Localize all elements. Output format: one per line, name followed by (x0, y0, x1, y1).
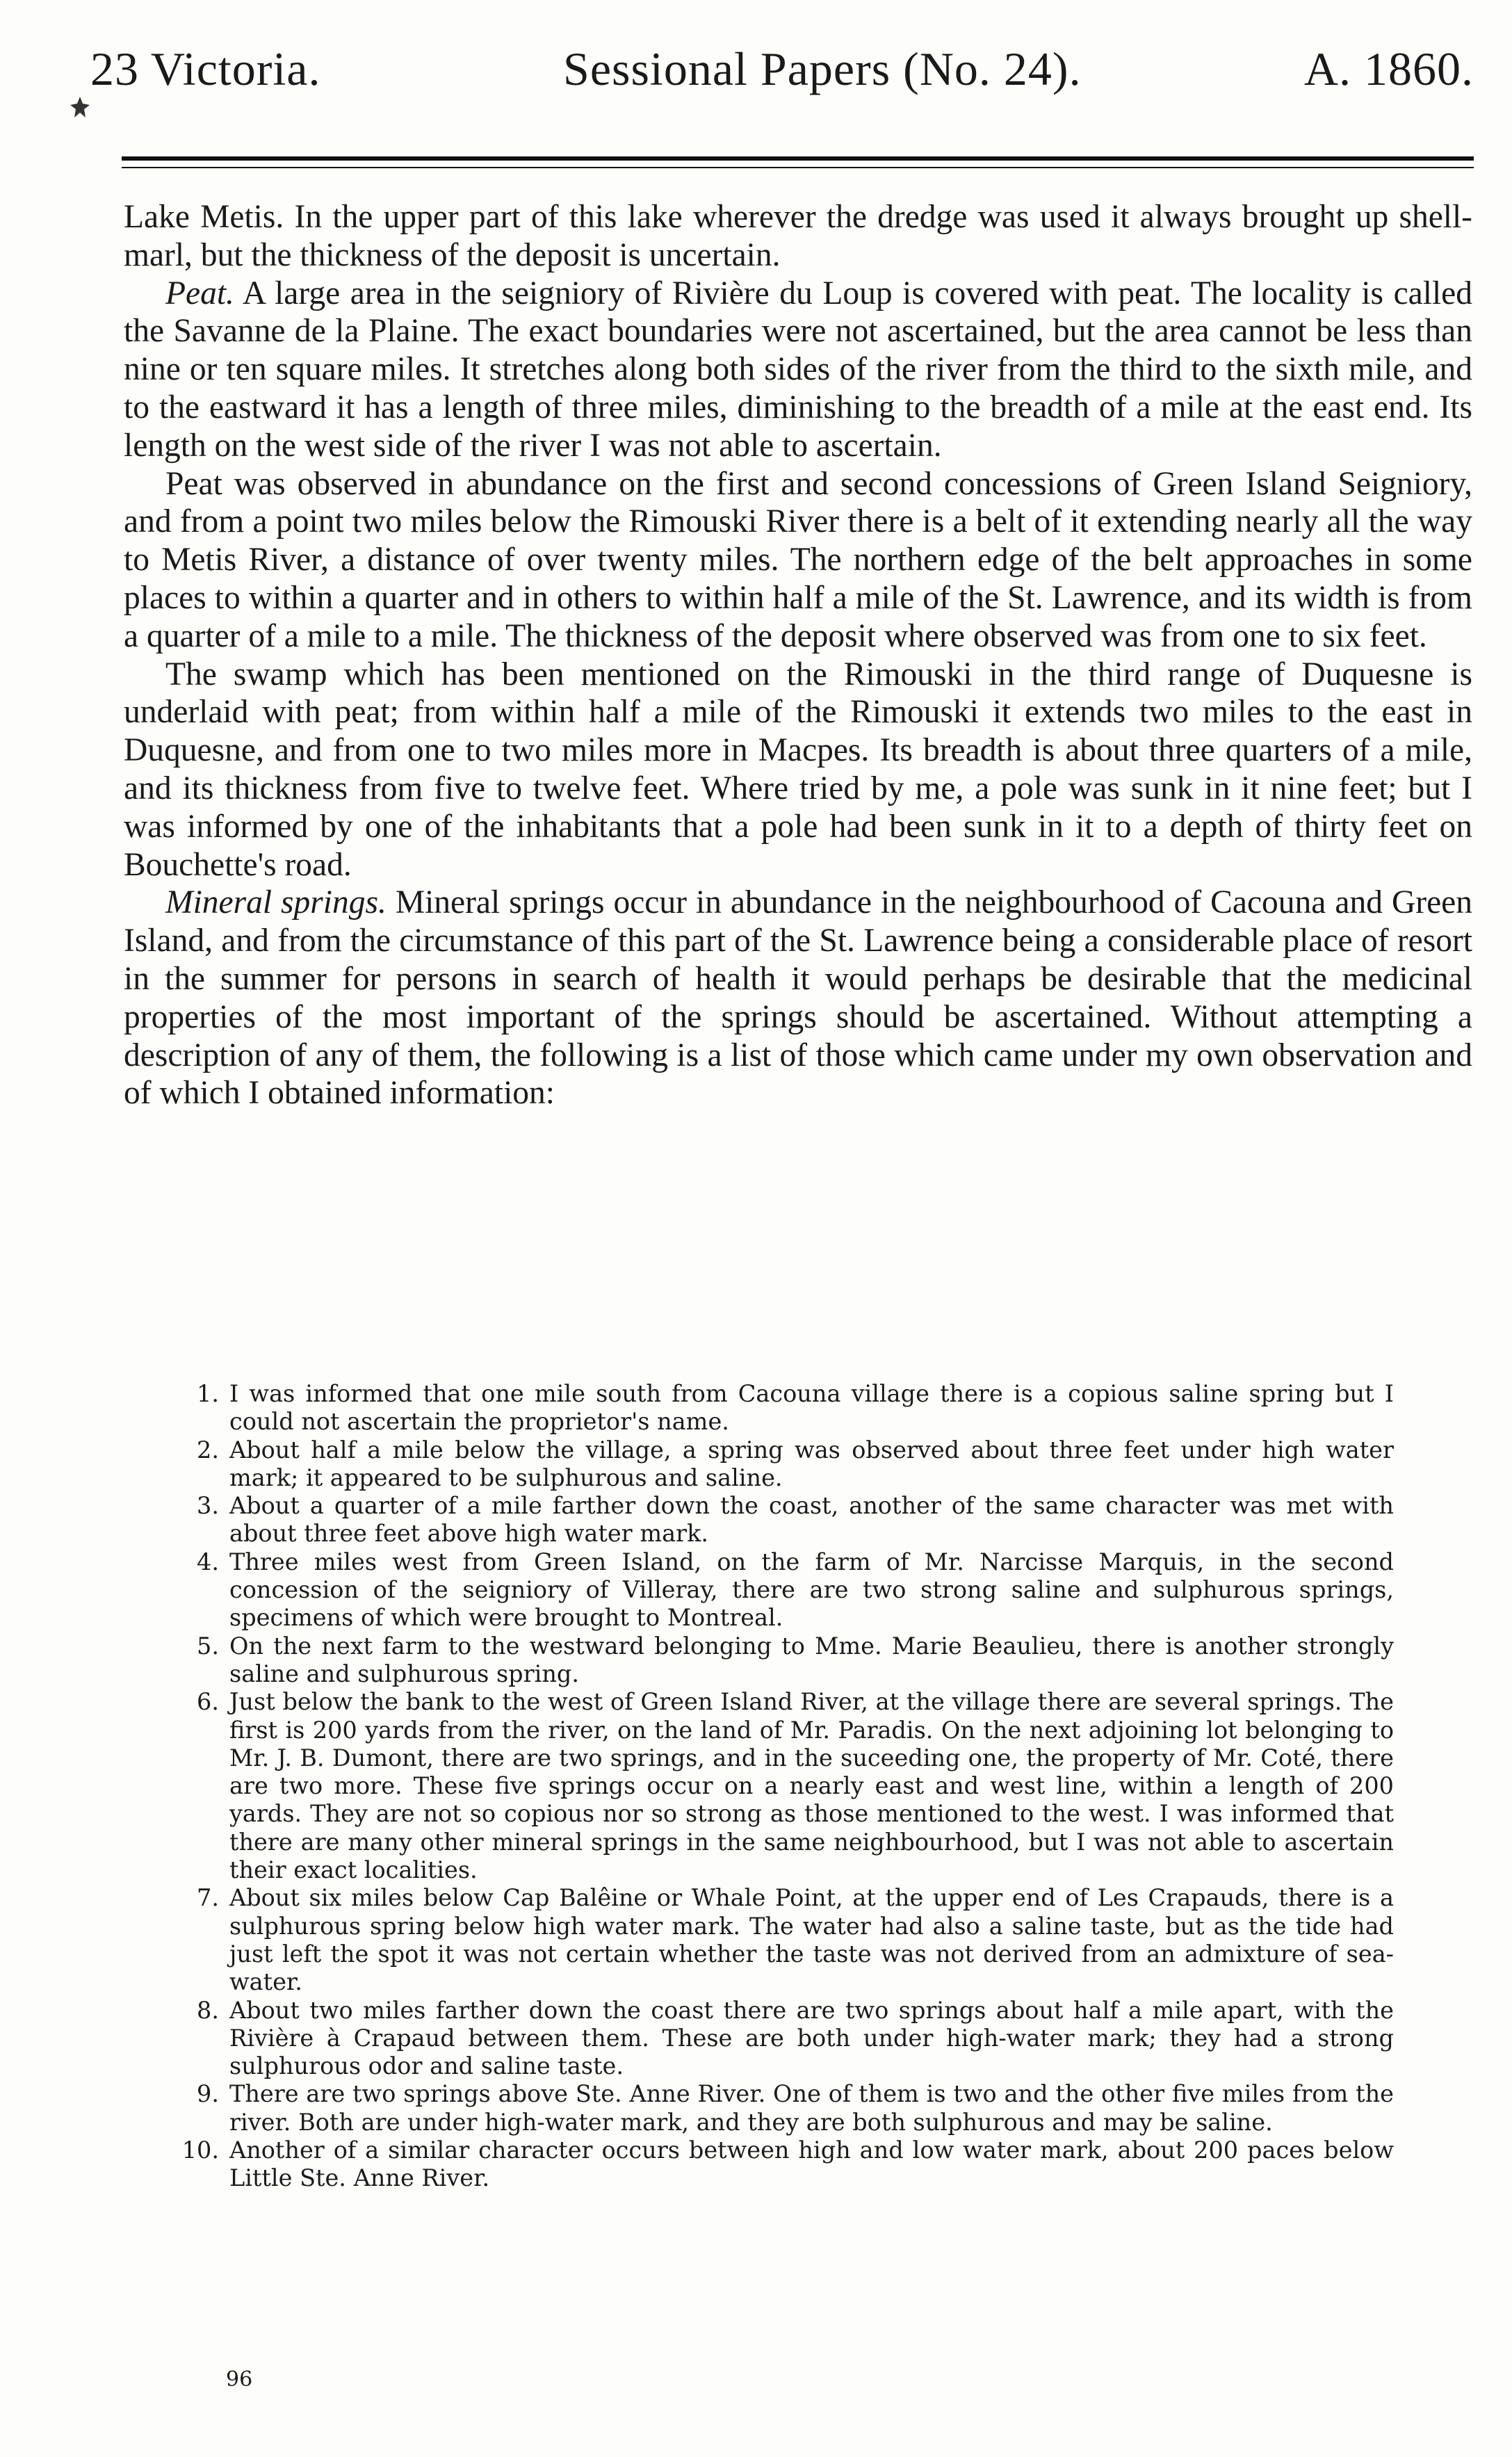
list-item-text: About six miles below Cap Balêine or Whale Point, at the upper end of Les Crapauds, there is a sulphurous spring below high water mark. The water had also a saline taste, but as the tide had just left the spot it was not certain whether the taste was not derived from an admixture of sea-water. (229, 1884, 1394, 1996)
list-item-number: 3. (197, 1492, 219, 1520)
paragraph-text: Peat was observed in abundance on the first and second concessions of Green Island Seigniory, and from a point two miles below the Rimouski River there is a belt of it extending nearly all the way to Metis River, a distance of over twenty miles. The northern edge of the belt approaches in some places to within a quarter and in others to within half a mile of the St. Lawrence, and its width is from a quarter of a mile to a mile. The thickness of the deposit where observed was from one to six feet. (124, 465, 1472, 654)
paragraph-text: Lake Metis. In the upper part of this lake wherever the dredge was used it always brought up shell-marl, but the thickness of the deposit is uncertain. (124, 199, 1472, 273)
list-item-number: 6. (197, 1688, 219, 1716)
paragraph-text: The swamp which has been mentioned on the Rimouski in the third range of Duquesne is underlaid with peat; from within half a mile of the Rimouski it extends two miles to the east in Duquesne, and from one to two miles more in Macpes. Its breadth is about three quarters of a mile, and its thickness from five to twelve feet. Where tried by me, a pole was sunk in it nine feet; but I was informed by one of the inhabitants that a pole had been sunk in it to a depth of thirty feet on Bouchette's road. (124, 656, 1472, 883)
list-item (188, 2080, 1394, 2136)
section-lead-mineral-springs: Mineral springs. (165, 884, 387, 921)
list-item-number: 4. (197, 1548, 219, 1575)
list-item-text: There are two springs above Ste. Anne River. One of them is two and the other five miles from the river. Both are under high-water mark, and they are both sulphurous and may be saline. (229, 2080, 1394, 2136)
header-rule-thick (122, 156, 1474, 161)
springs-list (181, 1380, 1394, 2193)
list-item-number: 2. (197, 1436, 219, 1463)
header-rule-thin (122, 167, 1474, 168)
list-item (188, 1884, 1394, 1996)
paragraph-peat (124, 275, 1472, 465)
header-title: Sessional Papers (No. 24). (563, 42, 1082, 95)
printer-ornament-icon (66, 94, 94, 122)
list-item-text: Just below the bank to the west of Green Island River, at the village there are several springs. The first is 200 yards from the river, on the land of Mr. Paradis. On the next adjoining lot belonging to Mr. J. B. Dumont, there are two springs, and in the suceeding one, the property of Mr. Coté, there are two more. These five springs occur on a nearly east and west line, within a length of 200 yards. They are not so copious nor so strong as those mentioned to the west. I was informed that there are many other mineral springs in the same neighbourhood, but I was not able to ascertain their exact localities. (229, 1688, 1394, 1884)
list-item-text: On the next farm to the westward belonging to Mme. Marie Beaulieu, there is another strongly saline and sulphurous spring. (229, 1632, 1394, 1687)
list-item (188, 1997, 1394, 2081)
section-lead-peat: Peat. (165, 275, 234, 311)
list-item (188, 1548, 1394, 1632)
list-item (188, 1688, 1394, 1884)
paragraph-green-island-peat (124, 465, 1472, 656)
list-item-text: Three miles west from Green Island, on the farm of Mr. Narcisse Marquis, in the second concession of the seigniory of Villeray, there are two strong saline and sulphurous springs, specimens of which were brought to Montreal. (229, 1548, 1394, 1632)
list-item-number: 8. (197, 1996, 219, 2024)
list-item (188, 1380, 1394, 1436)
paragraph-text: Mineral springs occur in abundance in the neighbourhood of Cacouna and Green Island, and from the circumstance of this part of the St. Lawrence being a considerable place of resort in the summer for persons in search of health it would perhaps be desirable that the medicinal properties of the most important of the springs should be ascertained. Without attempting a description of any of them, the following is a list of those which came under my own observation and of which I obtained information: (124, 884, 1472, 1112)
paragraph-mineral-springs (124, 884, 1472, 1112)
list-item-text: Another of a similar character occurs between high and low water mark, about 200 paces below Little Ste. Anne River. (229, 2136, 1394, 2192)
list-item-number: 7. (197, 1884, 219, 1912)
page-number: 96 (226, 2367, 253, 2392)
list-item-text: About half a mile below the village, a spring was observed about three feet under high water mark; it appeared to be sulphurous and saline. (229, 1436, 1394, 1491)
list-item (188, 1632, 1394, 1689)
list-item-text: About two miles farther down the coast there are two springs about half a mile apart, with the Rivière à Crapaud between them. These are both under high-water mark; they had a strong sulphurous odor and saline taste. (229, 1996, 1394, 2080)
list-item-text: About a quarter of a mile farther down the coast, another of the same character was met with about three feet above high water mark. (229, 1492, 1394, 1548)
header-session: 23 Victoria. (90, 42, 321, 95)
list-item (188, 1436, 1394, 1493)
header-year: A. 1860. (1303, 42, 1474, 95)
paragraph-lake-metis (124, 198, 1472, 275)
paragraph-text: A large area in the seigniory of Rivière du Loup is covered with peat. The locality is called the Savanne de la Plaine. The exact boundaries were not ascertained, but the area cannot be less than nine or ten square miles. It stretches along both sides of the river from the third to the sixth mile, and to the eastward it has a length of three miles, diminishing to the breadth of a mile at the east end. Its length on the west side of the river I was not able to ascertain. (124, 275, 1472, 464)
list-item (181, 2136, 1394, 2193)
list-item-number: 9. (197, 2080, 219, 2108)
list-item-number: 1. (197, 1380, 219, 1407)
list-item-text: I was informed that one mile south from Cacouna village there is a copious saline spring but I could not ascertain the proprietor's name. (229, 1380, 1394, 1436)
list-item-number: 5. (197, 1632, 219, 1660)
report-body (124, 198, 1472, 1112)
list-item (188, 1492, 1394, 1548)
paragraph-duquesne-swamp (124, 656, 1472, 884)
running-header (90, 28, 1474, 111)
list-item-number: 10. (181, 2136, 219, 2164)
